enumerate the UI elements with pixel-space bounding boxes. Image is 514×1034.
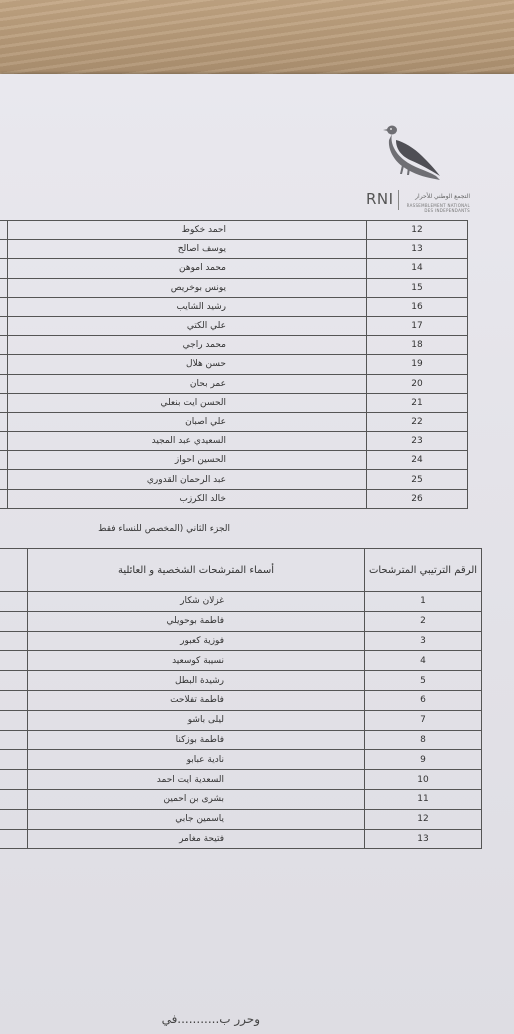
candidate-name: ياسمين جابي (28, 809, 365, 829)
row-edge-cell (0, 316, 8, 335)
section-title-women: الجزء الثاني (المخصص للنساء فقط (98, 524, 230, 534)
row-edge-cell (0, 297, 8, 316)
candidate-number: 23 (367, 432, 468, 451)
candidate-number: 3 (365, 631, 482, 651)
candidate-number: 18 (367, 336, 468, 355)
row-edge-cell (0, 336, 8, 355)
table-row (0, 393, 468, 412)
candidate-name: بشرى بن احمين (28, 789, 365, 809)
logo-org-name-en: RASSEMBLEMENT NATIONAL DES INDEPENDANTS (406, 203, 470, 213)
candidate-name: حسن هلال (8, 355, 367, 374)
table-row (0, 631, 482, 651)
row-edge-cell (0, 651, 28, 671)
row-edge-cell (0, 374, 8, 393)
candidates-table-part1 (0, 220, 468, 509)
candidate-name: فتيحة مغامر (28, 829, 365, 849)
logo-org-name-ar: التجمع الوطني للأحرار (415, 193, 470, 200)
row-edge-cell (0, 690, 28, 710)
candidate-number: 14 (367, 259, 468, 278)
table-row (0, 671, 482, 691)
table-row (0, 592, 482, 612)
table-row (0, 770, 482, 790)
header-candidate-names: أسماء المترشحات الشخصية و العائلية (28, 549, 365, 592)
candidate-name: عبد الرحمان القدوري (8, 470, 367, 489)
table-header-row (0, 549, 482, 592)
candidate-name: عمر بحان (8, 374, 367, 393)
candidate-name: احمد خكوط (8, 221, 367, 240)
candidate-name: نادية عبابو (28, 750, 365, 770)
table-row (0, 611, 482, 631)
candidate-name: علي اصبان (8, 412, 367, 431)
row-edge-cell (0, 412, 8, 431)
table-row (0, 489, 468, 508)
candidate-name: فاطمة بوحويلي (28, 611, 365, 631)
row-edge-cell (0, 770, 28, 790)
row-edge-cell (0, 730, 28, 750)
candidate-number: 12 (365, 809, 482, 829)
row-edge-cell (0, 611, 28, 631)
candidate-number: 19 (367, 355, 468, 374)
row-edge-cell (0, 631, 28, 651)
table-row (0, 789, 482, 809)
table-row (0, 710, 482, 730)
candidate-name: محمد اموهن (8, 259, 367, 278)
table-row (0, 809, 482, 829)
row-edge-cell (0, 221, 8, 240)
logo-divider (398, 190, 399, 210)
table-row (0, 259, 468, 278)
candidate-name: رشيد الشايب (8, 297, 367, 316)
table-row (0, 829, 482, 849)
dove-icon (380, 118, 450, 188)
candidate-number: 1 (365, 592, 482, 612)
table-row (0, 221, 468, 240)
candidate-number: 4 (365, 651, 482, 671)
table-row (0, 451, 468, 470)
row-edge-cell (0, 355, 8, 374)
candidate-number: 17 (367, 316, 468, 335)
candidate-name: غزلان شكار (28, 592, 365, 612)
candidate-name: يونس بوخريص (8, 278, 367, 297)
table-row (0, 374, 468, 393)
row-edge-cell (0, 432, 8, 451)
row-edge-cell (0, 393, 8, 412)
candidate-name: فوزية كعبور (28, 631, 365, 651)
table-row (0, 278, 468, 297)
row-edge-cell (0, 259, 8, 278)
footer-signature-line: وحرر ب...........في (161, 1012, 260, 1026)
table-row (0, 240, 468, 259)
candidates-table-women (0, 548, 482, 849)
table-row (0, 412, 468, 431)
candidate-number: 16 (367, 297, 468, 316)
candidate-number: 13 (365, 829, 482, 849)
candidate-name: الحسن ايت بنعلي (8, 393, 367, 412)
row-edge-cell (0, 592, 28, 612)
logo-mark: RNI (366, 190, 394, 208)
header-order-number: الرقم الترتيبي المترشحات (365, 549, 482, 592)
candidate-number: 26 (367, 489, 468, 508)
candidate-number: 15 (367, 278, 468, 297)
table-row (0, 355, 468, 374)
candidate-number: 2 (365, 611, 482, 631)
row-edge-cell (0, 470, 8, 489)
candidate-name: علي الكتي (8, 316, 367, 335)
row-edge-cell (0, 278, 8, 297)
candidate-name: يوسف اصالح (8, 240, 367, 259)
candidate-number: 9 (365, 750, 482, 770)
candidate-number: 5 (365, 671, 482, 691)
candidate-name: الحسين احواز (8, 451, 367, 470)
candidate-name: السعدية ايت احمد (28, 770, 365, 790)
candidate-number: 21 (367, 393, 468, 412)
table-row (0, 470, 468, 489)
header-cell-empty (0, 549, 28, 592)
row-edge-cell (0, 789, 28, 809)
candidate-number: 11 (365, 789, 482, 809)
row-edge-cell (0, 710, 28, 730)
row-edge-cell (0, 750, 28, 770)
table-row (0, 750, 482, 770)
candidate-number: 6 (365, 690, 482, 710)
candidate-number: 8 (365, 730, 482, 750)
table-row (0, 432, 468, 451)
row-edge-cell (0, 671, 28, 691)
candidate-number: 22 (367, 412, 468, 431)
candidate-name: ليلى باشو (28, 710, 365, 730)
table-row (0, 336, 468, 355)
table-row (0, 297, 468, 316)
candidate-name: محمد راجي (8, 336, 367, 355)
candidate-name: خالد الكرزب (8, 489, 367, 508)
candidate-name: فاطمة بوزكنا (28, 730, 365, 750)
row-edge-cell (0, 809, 28, 829)
candidate-name: السعيدي عبد المجيد (8, 432, 367, 451)
row-edge-cell (0, 489, 8, 508)
candidate-number: 13 (367, 240, 468, 259)
row-edge-cell (0, 829, 28, 849)
candidate-number: 25 (367, 470, 468, 489)
table-row (0, 316, 468, 335)
row-edge-cell (0, 451, 8, 470)
candidate-number: 10 (365, 770, 482, 790)
candidate-name: فاطمة تفلاحت (28, 690, 365, 710)
candidate-number: 20 (367, 374, 468, 393)
table-row (0, 730, 482, 750)
candidate-number: 24 (367, 451, 468, 470)
candidate-number: 7 (365, 710, 482, 730)
table-row (0, 690, 482, 710)
candidate-name: نسيبة كوسعيد (28, 651, 365, 671)
row-edge-cell (0, 240, 8, 259)
table-row (0, 651, 482, 671)
candidate-number: 12 (367, 221, 468, 240)
candidate-name: رشيدة البطل (28, 671, 365, 691)
